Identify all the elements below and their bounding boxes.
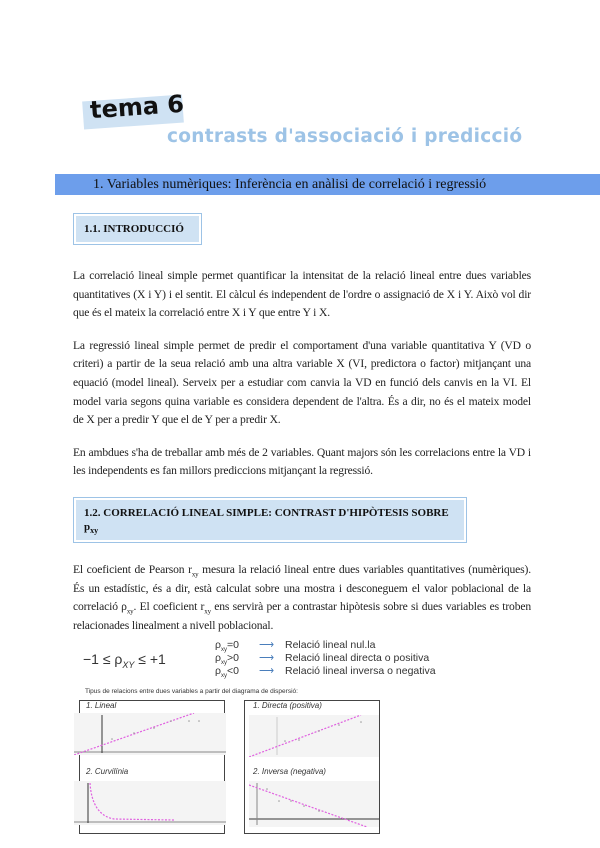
- panel-direct-inverse: [244, 700, 380, 834]
- rho-rules: [215, 639, 436, 678]
- chapter-subtitle: contrasts d'associació i predicció: [167, 126, 523, 147]
- paragraph-regression: La regressió lineal simple permet de predir el comportament d'una variable quantitativa Y (VD o criteri) a partir de la seua relació amb una altra variable X (VI, predictora o factor) mitjançant una equació (model lineal). Serveix per a estudiar com canvia la VD en funció dels canvis en la VI. El model varia segons quina variable es considera dependent de l'altra. És a dir, no és el mateix model de X per a predir Y que el de Y per a predir X.: [73, 338, 531, 427]
- rho-range-formula: $-1 \le \rho_{XY} \le +1$: [83, 650, 166, 670]
- arrow-icon: ⟶: [259, 639, 275, 652]
- panel-title-direct: 1. Directa (positiva): [253, 701, 322, 711]
- section-heading-bar: [55, 174, 600, 195]
- arrow-icon: ⟶: [259, 665, 275, 678]
- scatter-direct: [249, 715, 379, 757]
- scatter-inverse: [249, 781, 379, 827]
- content-column: [73, 213, 531, 840]
- arrow-icon: ⟶: [259, 652, 275, 665]
- panel-title-linear: 1. Lineal: [86, 701, 117, 711]
- paragraph-both: En ambdues s'ha de treballar amb més de 2 variables. Quant majors són les correlacions entre la VD i les independents es fan millors prediccions mitjançant la regressió.: [73, 445, 531, 478]
- scatter-linear: [74, 713, 226, 755]
- subsection-box-intro: [73, 213, 202, 245]
- paragraph-pearson: El coeficient de Pearson $r_{xy}$ mesura la relació lineal entre dues variables quantitatives (numèriques). És un estadístic, és a dir, està calculat sobre una mostra i desconeguem el valor poblacional de la correlació $\rho_{xy}$. El coeficient $r_{xy}$ ens servirà per a contrastar hipòtesis sobre si dues variables es troben relacionades linealment a nivell poblacional.: [73, 562, 531, 632]
- section-heading: 1. Variables numèriques: Inferència en anàlisi de correlació i regressió: [93, 177, 487, 192]
- subsection-box-correlation: [73, 497, 467, 543]
- rule-negative: $\rho_{xy}<0$ ⟶ Relació lineal inversa o negativa: [215, 665, 436, 680]
- rho-formulas: [73, 639, 531, 678]
- figure-panels: [73, 700, 531, 840]
- rule-null: $\rho_{xy}=0$ ⟶ Relació lineal nul.la: [215, 639, 376, 654]
- paragraph-correlation: La correlació lineal simple permet quantificar la intensitat de la relació lineal entre dues variables quantitatives (X i Y) i el sentit. El càlcul és independent de l'ordre o assignació de X i Y. Això vol dir que és el mateix la correlació entre X i Y que entre Y i X.: [73, 269, 531, 320]
- subsection-title: 1.1. INTRODUCCIÓ: [76, 216, 199, 242]
- panel-title-curvilinear: 2. Curvilínia: [86, 767, 129, 777]
- panel-linear-curvilinear: [79, 700, 225, 834]
- panel-title-inverse: 2. Inversa (negativa): [253, 767, 326, 777]
- chapter-label: tema 6: [89, 89, 185, 125]
- scatter-curvilinear: [74, 781, 226, 825]
- subsection-title: 1.2. CORRELACIÓ LINEAL SIMPLE: CONTRAST D'HIPÒTESIS SOBRE $p_{xy}$: [76, 500, 464, 540]
- rule-positive: $\rho_{xy}>0$ ⟶ Relació lineal directa o positiva: [215, 652, 430, 667]
- figure-caption: Tipus de relacions entre dues variables a partir del diagrama de dispersió:: [85, 688, 298, 696]
